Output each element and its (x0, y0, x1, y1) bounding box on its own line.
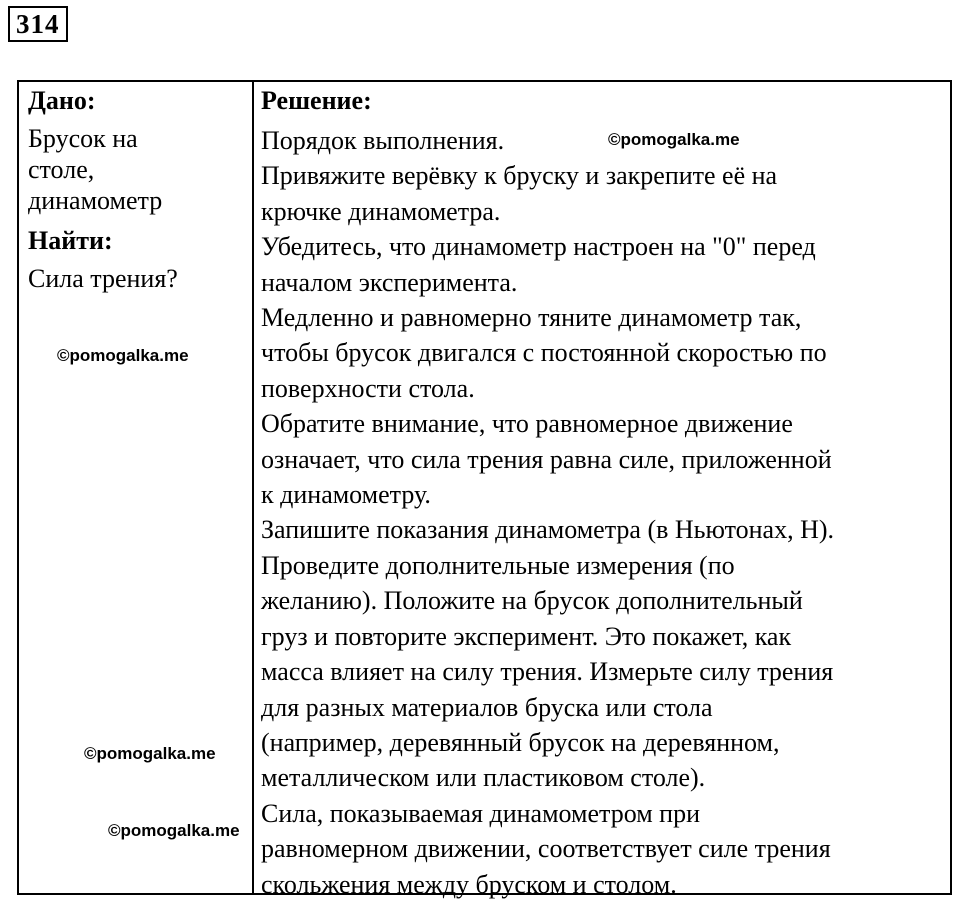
solution-line: груз и повторите эксперимент. Это покажет, как (261, 621, 792, 651)
solution-line: Привяжите верёвку к бруску и закрепите её на (261, 161, 778, 191)
solution-line: Порядок выполнения. (261, 126, 505, 155)
solution-heading: Решение: (261, 86, 372, 115)
solution-line: для разных материалов бруска или стола (261, 692, 713, 722)
solution-line: металлическом или пластиковом столе). (261, 763, 706, 793)
given-line: динамометр (28, 186, 163, 215)
solution-line: началом эксперимента. (261, 267, 518, 297)
given-column (28, 82, 243, 300)
find-text: Сила трения? (28, 264, 178, 293)
solution-line: чтобы брусок двигался с постоянной скоростью по (261, 338, 827, 368)
column-divider (252, 82, 254, 893)
find-heading: Найти: (28, 226, 113, 255)
given-line: Брусок на (28, 124, 138, 153)
solution-line: Убедитесь, что динамометр настроен на "0" перед (261, 232, 816, 262)
watermark: ©pomogalka.me (84, 744, 216, 763)
solution-line: Запишите показания динамометра (в Ньютонах, Н). (261, 515, 835, 545)
solution-line: равномерном движении, соответствует силе трения (261, 834, 831, 864)
solution-line: означает, что сила трения равна силе, приложенной (261, 444, 832, 474)
solution-line: Обратите внимание, что равномерное движение (261, 409, 793, 439)
solution-line: желанию). Положите на брусок дополнительный (261, 586, 803, 616)
solution-line: Медленно и равномерно тяните динамометр так, (261, 303, 802, 333)
problem-number: 314 (8, 6, 68, 42)
solution-line: масса влияет на силу трения. Измерьте силу трения (261, 657, 834, 687)
watermark: ©pomogalka.me (608, 130, 740, 149)
solution-line: крючке динамометра. (261, 196, 501, 226)
solution-column (261, 82, 951, 902)
solution-line: к динамометру. (261, 480, 431, 510)
solution-line: скольжения между бруском и столом. (261, 869, 677, 899)
solution-table (17, 80, 952, 899)
solution-line: Проведите дополнительные измерения (по (261, 550, 735, 580)
given-heading: Дано: (28, 86, 96, 115)
watermark: ©pomogalka.me (57, 346, 189, 365)
given-line: столе, (28, 155, 95, 184)
given-text (28, 123, 243, 216)
watermark: ©pomogalka.me (108, 821, 240, 840)
solution-line: Сила, показываемая динамометром при (261, 798, 701, 828)
solution-line: поверхности стола. (261, 373, 475, 403)
solution-line: (например, деревянный брусок на деревянном, (261, 727, 780, 757)
solution-text (261, 123, 951, 902)
